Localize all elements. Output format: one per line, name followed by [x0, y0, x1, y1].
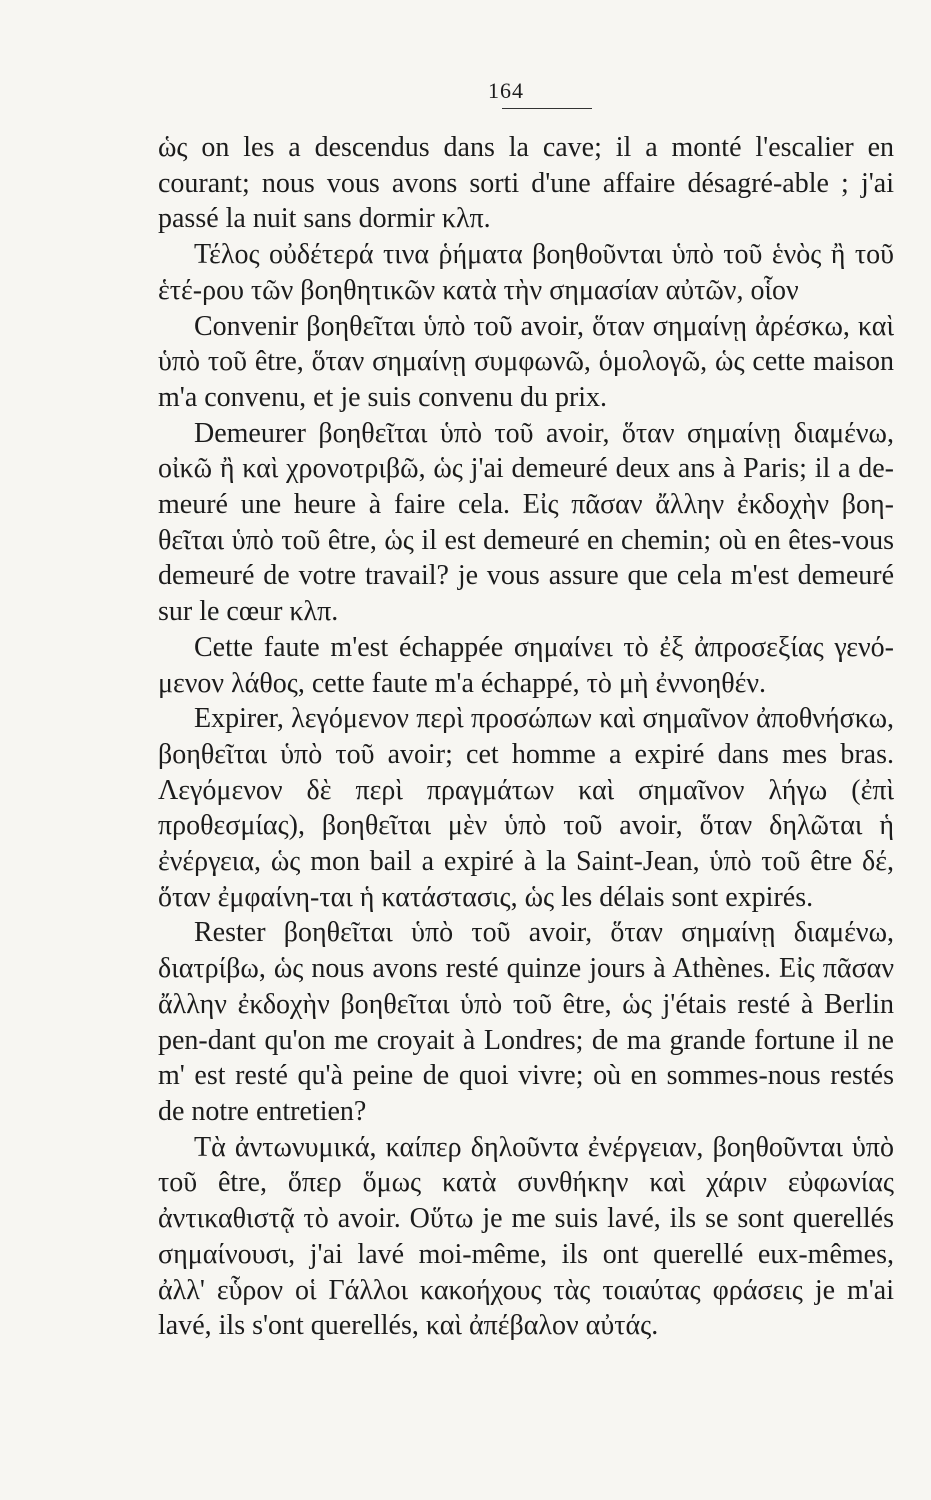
paragraph-pronominal: Τὰ ἀντωνυμικά, καίπερ δηλοῦντα ἐνέργειαν, βοηθοῦνται ὑπὸ τοῦ être, ὅπερ ὅμως κατὰ συνθήκην καὶ χάριν εὐφωνίας ἀντικαθιστᾷ τὸ avoir. Οὕτω je me suis lavé, ils se sont querellés σημαίνουσι, j'ai lavé moi-même, ils ont querellé eux-mêmes, ἀλλ' εὗρον οἱ Γάλλοι κακοήχους τὰς τοιαύτας φράσεις je m'ai lavé, ils s'ont querellés, καὶ ἀπέβαλον αὐτάς. [158, 1131, 894, 1342]
paragraph-rester: Rester βοηθεῖται ὑπὸ τοῦ avoir, ὅταν σημαίνῃ διαμένω, διατρίβω, ὡς nous avons resté quinze jours à Athènes. Εἰς πᾶσαν ἄλλην ἐκδοχὴν βοηθεῖται ὑπὸ τοῦ être, ὡς j'étais resté à Berlin pen-dant qu'on me croyait à Londres; de ma grande fortune il ne m' est resté qu'à peine de quoi vivre; où en sommes-nous restés de notre entretien? [158, 917, 894, 1127]
paragraph-demeurer: Demeurer βοηθεῖται ὑπὸ τοῦ avoir, ὅταν σημαίνῃ διαμένω, οἰκῶ ἢ καὶ χρονοτριβῶ, ὡς j'ai demeuré deux ans à Paris; il a de-meuré une heure à faire cela. Εἰς πᾶσαν ἄλλην ἐκδοχὴν βοη-θεῖται ὑπὸ τοῦ être, ὡς il est demeuré en chemin; où en êtes-vous demeuré de votre travail? je vous assure que cela m'est demeuré sur le cœur κλπ. [158, 417, 894, 628]
paragraph-convenir: Convenir βοηθεῖται ὑπὸ τοῦ avoir, ὅταν σημαίνῃ ἀρέσκω, καὶ ὑπὸ τοῦ être, ὅταν σημαίνῃ συμφωνῶ, ὁμολογῶ, ὡς cette maison m'a convenu, et je suis convenu du prix. [158, 310, 894, 413]
paragraph-continuation: ὡς on les a descendus dans la cave; il a monté l'escalier en courant; nous vous avons sorti d'une affaire désagré-able ; j'ai passé la nuit sans dormir κλπ. [158, 132, 894, 235]
paragraph-neuter-verbs: Τέλος οὐδέτερά τινα ῥήματα βοηθοῦνται ὑπὸ τοῦ ἑνὸς ἢ τοῦ ἑτέ-ρου τῶν βοηθητικῶν κατὰ τὴν σημασίαν αὐτῶν, οἷον [158, 239, 894, 306]
paragraph-expirer: Expirer, λεγόμενον περὶ προσώπων καὶ σημαῖνον ἀποθνήσκω, βοηθεῖται ὑπὸ τοῦ avoir; cet homme a expiré dans mes bras. Λεγόμενον δὲ περὶ πραγμάτων καὶ σημαῖνον λήγω (ἐπὶ προθεσμίας), βοηθεῖται μὲν ὑπὸ τοῦ avoir, ὅταν δηλῶται ἡ ἐνέργεια, ὡς mon bail a expiré à la Saint-Jean, ὑπὸ τοῦ être δέ, ὅταν ἐμφαίνη-ται ἡ κατάστασις, ὡς les délais sont expirés. [158, 703, 894, 913]
page-number: 164 [488, 78, 524, 103]
paragraph-echapper: Cette faute m'est échappée σημαίνει τὸ ἐξ ἀπροσεξίας γενό-μενον λάθος, cette faute m'a échappé, τὸ μὴ ἐννοηθέν. [158, 631, 894, 699]
header-rule [502, 108, 592, 109]
body-text [158, 130, 894, 1344]
